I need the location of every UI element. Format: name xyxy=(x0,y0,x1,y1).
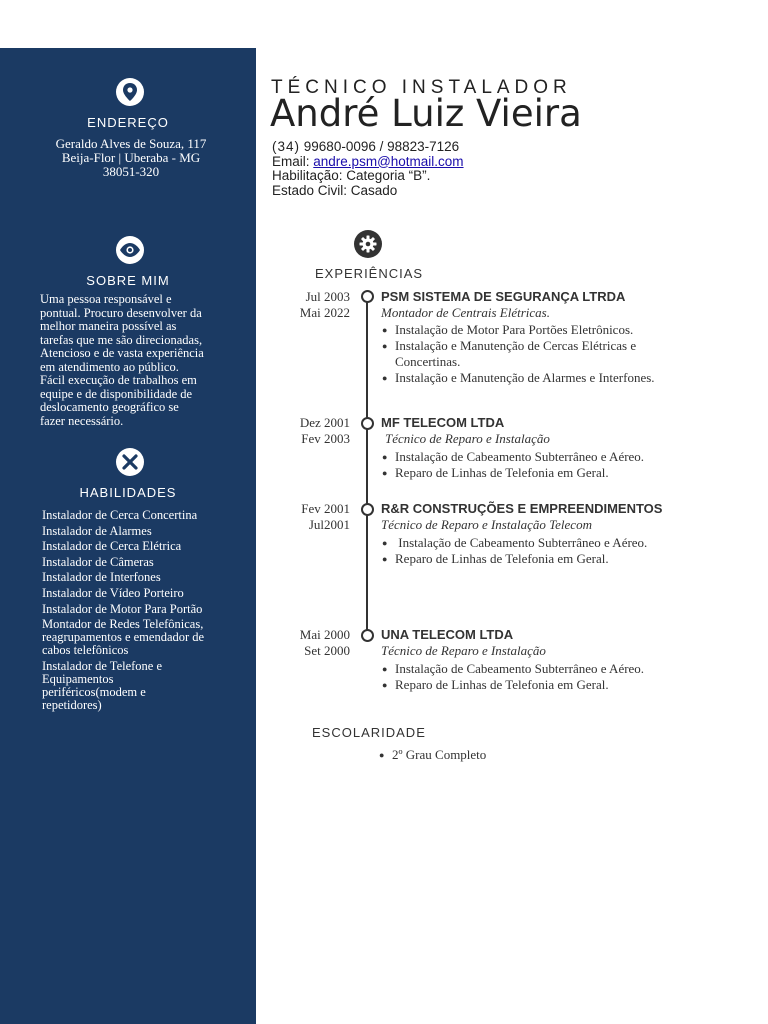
skill-line: reagrupamentos e emendador de xyxy=(42,630,205,645)
job-company: R&R CONSTRUÇÕES E EMPREENDIMENTOS xyxy=(381,501,663,516)
phone-area-code: (34) xyxy=(272,139,301,154)
about-line: Uma pessoa responsável e xyxy=(40,292,172,306)
job-bullets xyxy=(382,535,692,567)
skill-line: Instalador de Cerca Elétrica xyxy=(42,539,182,554)
skill-item xyxy=(42,525,242,538)
bullet-line: ● Instalação e Manutenção de Cercas Elétricas e xyxy=(395,338,637,353)
about-line: Fácil execução de trabalhos em xyxy=(40,373,197,387)
skill-line: periféricos(modem e xyxy=(42,684,146,699)
job-bullets xyxy=(382,449,692,481)
bullet-line: Concertinas. xyxy=(395,354,461,369)
job-start-date: Dez 2001 xyxy=(299,415,350,430)
job-dates xyxy=(268,627,350,658)
skill-line: Instalador de Motor Para Portão xyxy=(42,601,203,616)
skill-line: Montador de Redes Telefônicas, xyxy=(42,617,204,632)
skill-line: Instalador de Vídeo Porteiro xyxy=(42,585,184,600)
bullet-line: ● Reparo de Linhas de Telefonia em Geral. xyxy=(395,551,609,566)
about-line: melhor maneira possível as xyxy=(40,319,177,333)
bullet-line: ● Reparo de Linhas de Telefonia em Geral. xyxy=(395,677,609,692)
education-item xyxy=(379,747,689,763)
address-block xyxy=(28,137,234,179)
job-end-date: Mai 2022 xyxy=(299,304,350,320)
job-bullet xyxy=(382,677,692,693)
about-line: Atencioso e de vasta experiência xyxy=(40,346,204,360)
contact-block xyxy=(272,140,464,198)
about-line: equipe e de disponibilidade de xyxy=(40,386,193,401)
job-role: Técnico de Reparo e Instalação xyxy=(385,431,550,446)
job-dates xyxy=(268,415,350,446)
about-line: tarefas que me são direcionadas, xyxy=(40,332,203,347)
job-dates xyxy=(268,501,350,532)
skill-line: repetidores) xyxy=(42,697,102,712)
job-bullet xyxy=(382,370,692,386)
job-company: UNA TELECOM LTDA xyxy=(381,627,514,642)
education-line: ● 2º Grau Completo xyxy=(392,747,487,762)
timeline-dot xyxy=(361,503,374,516)
license-line: Habilitação: Categoria “B”. xyxy=(272,168,431,183)
job-bullet xyxy=(382,338,692,370)
job-start-date: Fev 2001 xyxy=(301,501,350,516)
education-list xyxy=(379,747,689,763)
skill-item xyxy=(42,618,242,657)
bullet-line: ● Instalação de Motor Para Portões Eletrônicos. xyxy=(395,322,634,337)
email-line xyxy=(272,155,464,170)
about-line: pontual. Procuro desenvolver da xyxy=(40,305,202,320)
phone-line xyxy=(272,140,464,155)
job-end-date: Set 2000 xyxy=(304,642,350,658)
bullet-line: ● Instalação e Manutenção de Alarmes e Interfones. xyxy=(395,370,655,385)
address-line: 38051-320 xyxy=(102,164,160,179)
tools-icon xyxy=(116,448,144,476)
email-label: Email: xyxy=(272,153,310,169)
about-line: em atendimento ao público. xyxy=(40,359,179,374)
experience-heading: EXPERIÊNCIAS xyxy=(315,266,424,281)
job-bullets xyxy=(382,661,692,693)
eye-icon xyxy=(116,236,144,264)
job-start-date: Mai 2000 xyxy=(299,627,350,642)
about-line: deslocamento geográfico se xyxy=(40,400,179,414)
skill-item xyxy=(42,509,242,522)
address-line: Geraldo Alves de Souza, 117 xyxy=(55,136,207,151)
skill-item xyxy=(42,571,242,584)
skill-item xyxy=(42,587,242,600)
job-role: Técnico de Reparo e Instalação xyxy=(381,643,546,658)
skill-line: Instalador de Cerca Concertina xyxy=(42,508,198,522)
job-dates xyxy=(268,289,350,320)
skill-line: cabos telefônicos xyxy=(42,643,129,658)
address-line: Beija-Flor | Uberaba - MG xyxy=(61,150,201,165)
email-link[interactable]: andre.psm@hotmail.com xyxy=(313,153,464,169)
skills-heading: HABILIDADES xyxy=(79,485,177,500)
about-heading: SOBRE MIM xyxy=(86,273,170,288)
job-end-date: Fev 2003 xyxy=(301,430,350,446)
job-bullet xyxy=(382,661,692,677)
timeline-dot xyxy=(361,417,374,430)
job-bullet xyxy=(382,535,692,551)
job-company: MF TELECOM LTDA xyxy=(381,415,505,430)
address-heading: ENDEREÇO xyxy=(87,115,169,130)
job-bullet xyxy=(382,465,692,481)
timeline-dot xyxy=(361,290,374,303)
gear-icon xyxy=(354,230,382,258)
skills-list xyxy=(42,509,242,714)
about-text xyxy=(40,293,236,428)
skill-line: Instalador de Telefone e xyxy=(42,658,163,673)
job-bullet xyxy=(382,322,692,338)
job-title: TÉCNICO INSTALADOR xyxy=(271,77,572,98)
sidebar xyxy=(0,48,256,1024)
job-bullet xyxy=(382,449,692,465)
skill-item xyxy=(42,540,242,553)
skill-item xyxy=(42,556,242,569)
bullet-line: ● Instalação de Cabeamento Subterrâneo e Aéreo. xyxy=(395,661,645,676)
skill-line: Instalador de Interfones xyxy=(42,570,161,585)
skill-item xyxy=(42,660,242,712)
phone-numbers: 99680-0096 / 98823-7126 xyxy=(303,139,460,154)
about-line: fazer necessário. xyxy=(40,413,124,428)
civil-status-line: Estado Civil: Casado xyxy=(272,182,398,198)
timeline-line xyxy=(366,302,368,635)
timeline-dot xyxy=(361,629,374,642)
job-role: Técnico de Reparo e Instalação Telecom xyxy=(381,517,592,532)
job-end-date: Jul2001 xyxy=(308,516,350,532)
job-start-date: Jul 2003 xyxy=(305,289,350,304)
skill-line: Instalador de Alarmes xyxy=(42,523,152,538)
bullet-line: ● Reparo de Linhas de Telefonia em Geral. xyxy=(395,465,609,480)
bullet-line: ● Instalação de Cabeamento Subterrâneo e Aéreo. xyxy=(395,535,648,550)
bullet-line: ● Instalação de Cabeamento Subterrâneo e Aéreo. xyxy=(395,449,645,464)
education-heading: ESCOLARIDADE xyxy=(312,725,426,740)
skill-line: Equipamentos xyxy=(42,671,114,686)
job-bullets xyxy=(382,322,692,386)
job-role: Montador de Centrais Elétricas. xyxy=(381,305,550,320)
job-bullet xyxy=(382,551,692,567)
skill-line: Instalador de Câmeras xyxy=(42,554,154,569)
person-name: André Luiz Vieira xyxy=(270,92,582,135)
job-company: PSM SISTEMA DE SEGURANÇA LTRDA xyxy=(381,289,626,304)
skill-item xyxy=(42,603,242,616)
location-pin-icon xyxy=(116,78,144,106)
